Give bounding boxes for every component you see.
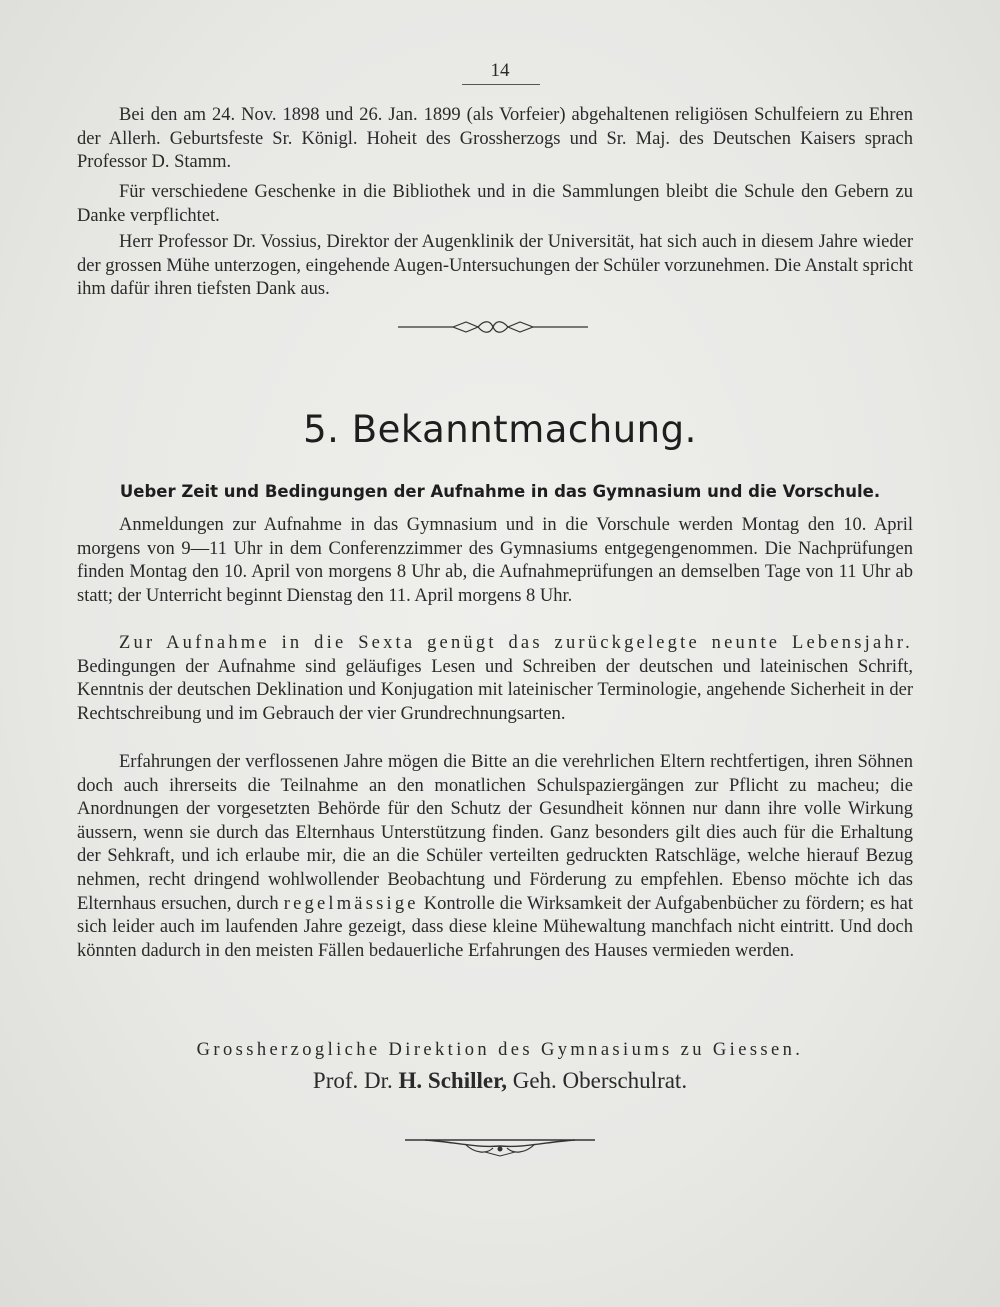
intro-paragraph-2: Für verschiedene Geschenke in die Bibliothek und in die Sammlungen bleibt die Schule den Gebern zu Danke verpflichtet. xyxy=(77,182,913,226)
section-paragraph-3-part-a: Erfahrungen der verflossenen Jahre mögen die Bitte an die verehrlichen Eltern rechtfertigen, ihren Söhnen doch auch ihrerseits die Teilnahme an den monatlichen Schulspaziergängen zur Pflicht zu macheu; die Anordnungen der vorgesetzten Behörde für den Schutz der Gesundheit können nur dann ihre volle Wirkung äussern, wenn sie durch das Elternhaus Unterstützung finden. Ganz besonders gilt dies auch für die Erhaltung der Sehkraft, und ich erlaube mir, die an die Schüler verteilten gedruckten Ratschläge, welche hierauf Bezug nehmen, recht dringend wohlwollender Beobachtung und Förderung zu empfehlen. Ebenso möchte ich das Elternhaus ersuchen, durch xyxy=(77,752,913,914)
signature-name: H. Schiller, xyxy=(398,1068,507,1093)
section-paragraph-2-rest: Bedingungen der Aufnahme sind geläufiges Lesen und Schreiben der deutschen und lateinischen Schrift, Kenntnis der deutschen Deklination und Konjugation mit lateinischer Terminologie, angehende Sicherheit in der Rechtschreibung und im Gebrauch der vier Grundrechnungsarten. xyxy=(77,656,913,724)
section-paragraph-2 xyxy=(77,632,913,726)
section-paragraph-3-part-b: Kontrolle die Wirksamkeit der Aufgabenbücher zu fördern; es hat sich leider auch im laufenden Jahre gezeigt, dass diese kleine Mühewaltung manchfach nicht eintritt. Und doch könnten dadurch in den meisten Fällen bedauerliche Erfahrungen des Hauses vermieden werden. xyxy=(77,893,914,961)
section-paragraph-3-spaced: regelmässige xyxy=(283,893,419,914)
signature-prefix: Prof. Dr. xyxy=(312,1068,393,1093)
section-paragraph-1: Anmeldungen zur Aufnahme in das Gymnasium und in die Vorschule werden Montag den 10. April morgens von 9—11 Uhr in dem Conferenzzimmer des Gymnasiums entgegengenommen. Die Nachprüfungen finden Montag den 10. April von morgens 8 Uhr ab, die Aufnahmeprüfungen an demselben Tage von 11 Uhr ab statt; der Unterricht beginnt Dienstag den 11. April morgens 8 Uhr. xyxy=(77,515,913,606)
signature-line xyxy=(0,1068,1000,1094)
ornament-divider-icon xyxy=(398,318,588,336)
section-heading: 5. Bekanntmachung. xyxy=(303,408,697,451)
section-paragraph-3 xyxy=(77,751,913,963)
intro-paragraph-1: Bei den am 24. Nov. 1898 und 26. Jan. 1899 (als Vorfeier) abgehaltenen religiösen Schulfeiern zu Ehren der Allerh. Geburtsfeste Sr. Königl. Hoheit des Grossherzogs und Sr. Maj. des Deutschen Kaisers sprach Professor D. Stamm. xyxy=(77,105,913,173)
intro-paragraph-3: Herr Professor Dr. Vossius, Direktor der Augenklinik der Universität, hat sich auch in diesem Jahre wieder der grossen Mühe unterzogen, eingehende Augen-Untersuchungen der Schüler vorzunehmen. Die Anstalt spricht ihm dafür ihren tiefsten Dank aus. xyxy=(77,232,913,300)
direction-line: Grossherzogliche Direktion des Gymnasiums zu Giessen. xyxy=(196,1040,804,1060)
page-number-rule xyxy=(462,84,540,85)
page-number: 14 xyxy=(490,60,510,81)
section-subheading: Ueber Zeit und Bedingungen der Aufnahme in das Gymnasium und die Vorschule. xyxy=(119,482,881,501)
closing-ornament-icon xyxy=(405,1136,595,1158)
section-paragraph-2-spaced: Zur Aufnahme in die Sexta genügt das zurückgelegte neunte Lebensjahr. xyxy=(119,633,913,653)
signature-suffix: Geh. Oberschulrat. xyxy=(512,1068,688,1093)
